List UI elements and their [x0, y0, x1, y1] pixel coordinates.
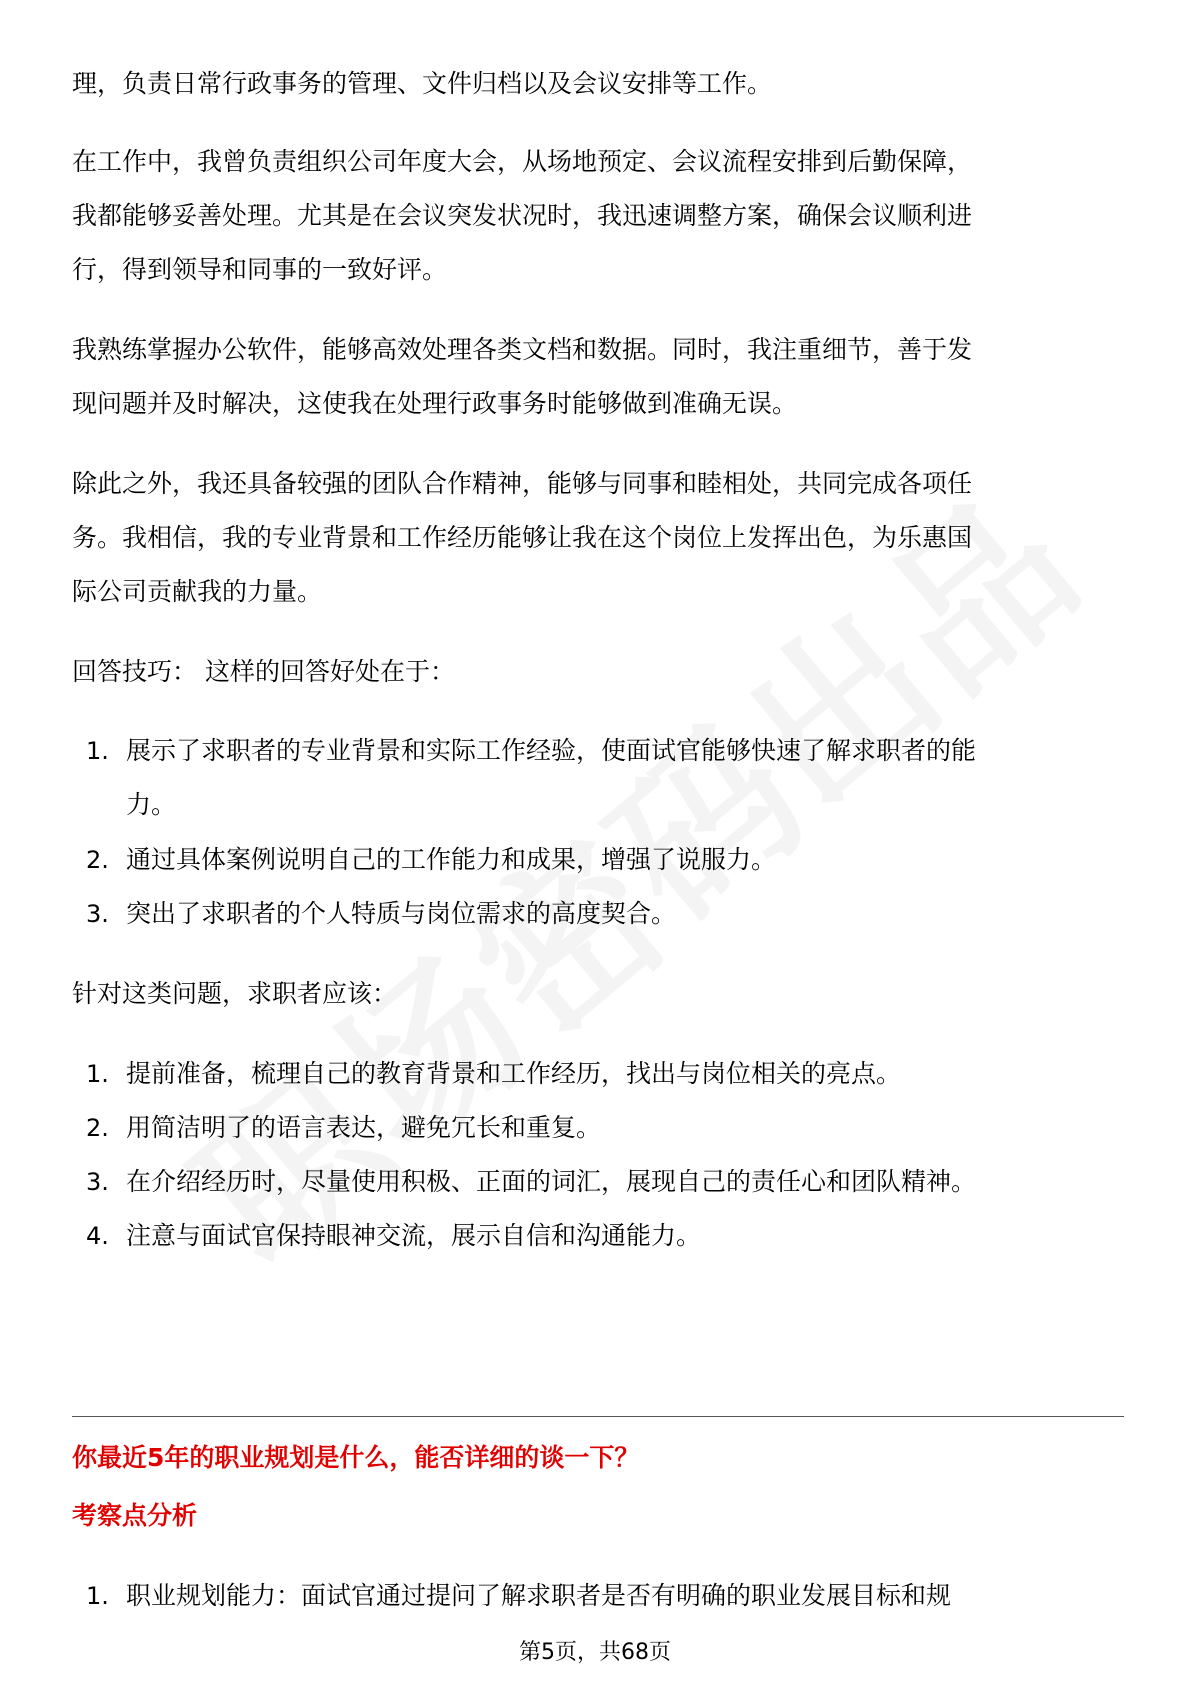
paragraph-line: 在工作中，我曾负责组织公司年度大会，从场地预定、会议流程安排到后勤保障，	[72, 147, 973, 176]
paragraph-line: 务。我相信，我的专业背景和工作经历能够让我在这个岗位上发挥出色，为乐惠国	[72, 523, 973, 552]
list-item-text: 力。	[126, 790, 177, 819]
list-number: 2.	[86, 1114, 109, 1142]
section-divider	[72, 1416, 1124, 1417]
paragraph-line: 除此之外，我还具备较强的团队合作精神，能够与同事和睦相处，共同完成各项任	[72, 469, 973, 498]
list-number: 1.	[86, 737, 109, 765]
paragraph-line: 我熟练掌握办公软件，能够高效处理各类文档和数据。同时，我注重细节，善于发	[72, 335, 973, 364]
list-item-text: 提前准备，梳理自己的教育背景和工作经历，找出与岗位相关的亮点。	[126, 1059, 902, 1088]
list-item-text: 在介绍经历时，尽量使用积极、正面的词汇，展现自己的责任心和团队精神。	[126, 1167, 977, 1196]
advice-heading: 针对这类问题，求职者应该：	[72, 979, 398, 1008]
list-number: 2.	[86, 846, 109, 874]
list-item-text: 突出了求职者的个人特质与岗位需求的高度契合。	[126, 899, 677, 928]
paragraph-line: 理，负责日常行政事务的管理、文件归档以及会议安排等工作。	[72, 69, 773, 98]
analysis-heading: 考察点分析	[72, 1501, 198, 1530]
paragraph-line: 我都能够妥善处理。尤其是在会议突发状况时，我迅速调整方案，确保会议顺利进	[72, 201, 973, 230]
list-number: 4.	[86, 1222, 109, 1250]
question-title: 你最近5年的职业规划是什么，能否详细的谈一下？	[72, 1443, 640, 1472]
paragraph-line: 行，得到领导和同事的一致好评。	[72, 255, 448, 284]
tips-heading: 回答技巧： 这样的回答好处在于：	[72, 657, 455, 686]
page-number: 第5页，共68页	[519, 1640, 671, 1665]
list-item-text: 注意与面试官保持眼神交流，展示自信和沟通能力。	[126, 1221, 702, 1250]
list-item-text: 用简洁明了的语言表达，避免冗长和重复。	[126, 1113, 602, 1142]
list-item-text: 职业规划能力：面试官通过提问了解求职者是否有明确的职业发展目标和规	[126, 1581, 952, 1610]
list-number: 3.	[86, 900, 109, 928]
paragraph-line: 际公司贡献我的力量。	[72, 577, 323, 606]
list-item-text: 通过具体案例说明自己的工作能力和成果，增强了说服力。	[126, 845, 777, 874]
list-number: 1.	[86, 1582, 109, 1610]
paragraph-line: 现问题并及时解决，这使我在处理行政事务时能够做到准确无误。	[72, 389, 798, 418]
list-number: 1.	[86, 1060, 109, 1088]
list-item-text: 展示了求职者的专业背景和实际工作经验，使面试官能够快速了解求职者的能	[126, 736, 977, 765]
list-number: 3.	[86, 1168, 109, 1196]
